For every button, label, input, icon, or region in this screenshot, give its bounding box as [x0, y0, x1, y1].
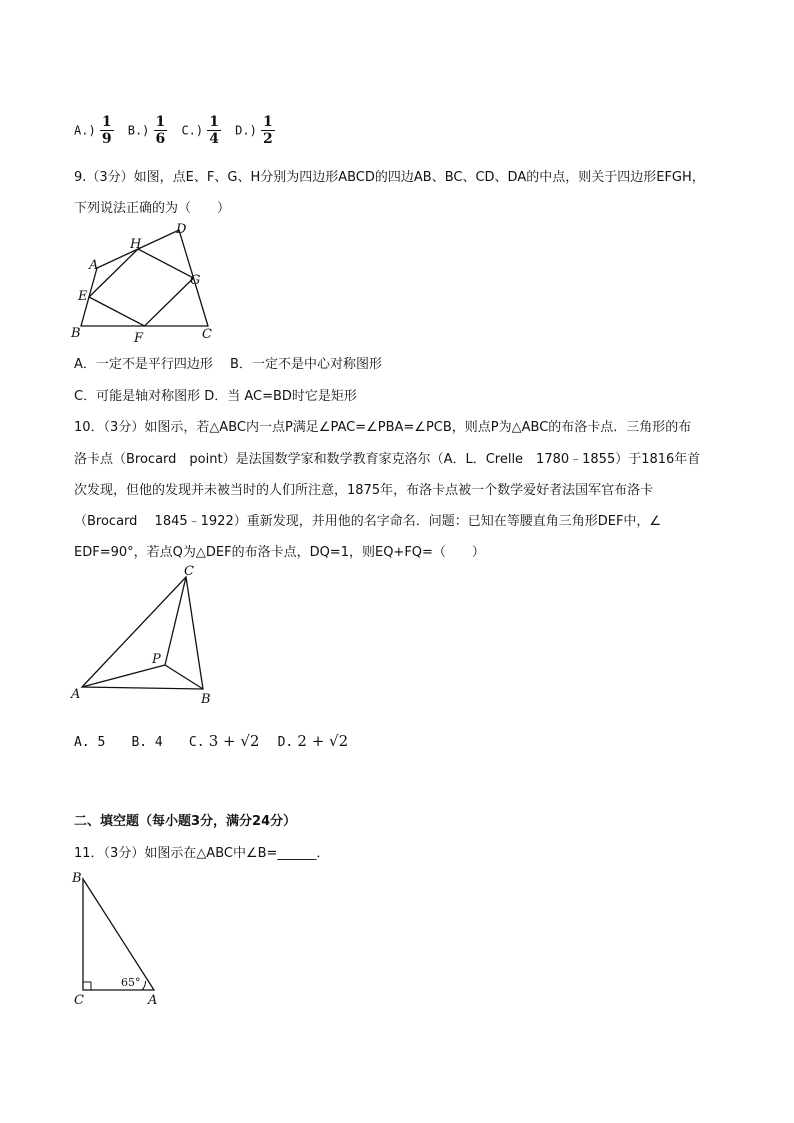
fraction: $\frac{1}{9}$: [101, 114, 112, 147]
q8-option-b: B.) $\frac{1}{6}$: [127, 114, 166, 147]
segment-pb: [165, 665, 203, 689]
q10-option-d-value: 2 + √2: [297, 732, 349, 750]
q10-option-c-value: 3 + √2: [208, 732, 260, 750]
segment-pc: [165, 577, 186, 665]
q8-option-d: D.) $\frac{1}{2}$: [235, 114, 273, 147]
q10-text-line1: 10．（3分）如图示，若△ABC内一点P满足∠PAC=∠PBA=∠PCB，则点P为△ABC的布洛卡点．三角形的布: [74, 420, 692, 435]
label-a: A: [148, 993, 158, 1008]
label-c: C: [184, 564, 194, 579]
label-b: B: [201, 692, 211, 707]
q10-figure-brocard-triangle: [64, 562, 224, 708]
q10-text-line3: 次发现，但他的发现并未被当时的人们所注意，1875年，布洛卡点被一个数学爱好者法国军官布洛卡: [74, 483, 654, 498]
q10-option-b: B. 4: [131, 735, 163, 750]
quad-efgh: [89, 249, 194, 326]
right-angle-mark: [83, 982, 91, 990]
segment-pa: [82, 665, 165, 687]
q10-text-line2: 洛卡点（Brocard point）是法国数学家和数学教育家克洛尔（A．L．Crelle 1780﹣1855）于1816年首: [74, 452, 701, 467]
q8-options: [74, 114, 285, 147]
label-p: P: [152, 652, 161, 667]
angle-arc-a: [142, 981, 146, 990]
q11-figure-right-triangle: [64, 866, 174, 1008]
angle-label: 65°: [121, 976, 141, 989]
label-g: G: [190, 273, 201, 288]
q9-text-line1: 9.（3分）如图，点E、F、G、H分别为四边形ABCD的四边AB、BC、CD、DA的中点，则关于四边形EFGH，: [74, 170, 705, 185]
label-a: A: [89, 258, 99, 273]
section-title-fill-blank: 二、填空题（每小题3分，满分24分）: [74, 814, 297, 829]
label-b: B: [72, 871, 82, 886]
label-e: E: [78, 289, 88, 304]
q10-option-d-label: D.: [277, 735, 294, 750]
q11-text: 11．（3分）如图示在△ABC中∠B=______．: [74, 846, 330, 861]
q9-options-line1: A．一定不是平行四边形 B．一定不是中心对称图形: [74, 357, 382, 372]
label-d: D: [176, 222, 187, 237]
triangle-abc: [83, 879, 154, 990]
q10-options: [74, 732, 348, 750]
label-h: H: [130, 237, 142, 252]
label-f: F: [134, 331, 144, 346]
triangle-abc: [82, 577, 203, 689]
q9-options-line2: C．可能是轴对称图形 D．当 AC=BD时它是矩形: [74, 389, 357, 404]
q8-option-a: A.) $\frac{1}{9}$: [74, 114, 112, 147]
q9-text-line2: 下列说法正确的为（ ）: [74, 201, 231, 216]
q10-option-c-label: C.: [188, 735, 205, 750]
q10-option-a: A. 5: [74, 735, 106, 750]
label-c: C: [202, 327, 212, 342]
label-b: B: [71, 326, 81, 341]
fraction: $\frac{1}{4}$: [209, 114, 220, 147]
q8-option-c: C.) $\frac{1}{4}$: [181, 114, 220, 147]
label-a: A: [71, 687, 81, 702]
quad-abcd: [81, 230, 208, 326]
label-c: C: [74, 993, 84, 1008]
fraction: $\frac{1}{6}$: [155, 114, 166, 147]
q10-text-line5: EDF=90°，若点Q为△DEF的布洛卡点，DQ=1，则EQ+FQ=（ ）: [74, 545, 485, 560]
q9-figure-quadrilateral: [64, 218, 224, 346]
fraction: $\frac{1}{2}$: [262, 114, 273, 147]
q10-text-line4: （Brocard 1845﹣1922）重新发现，并用他的名字命名．问题：已知在等腰直角三角形DEF中，∠: [74, 514, 662, 529]
